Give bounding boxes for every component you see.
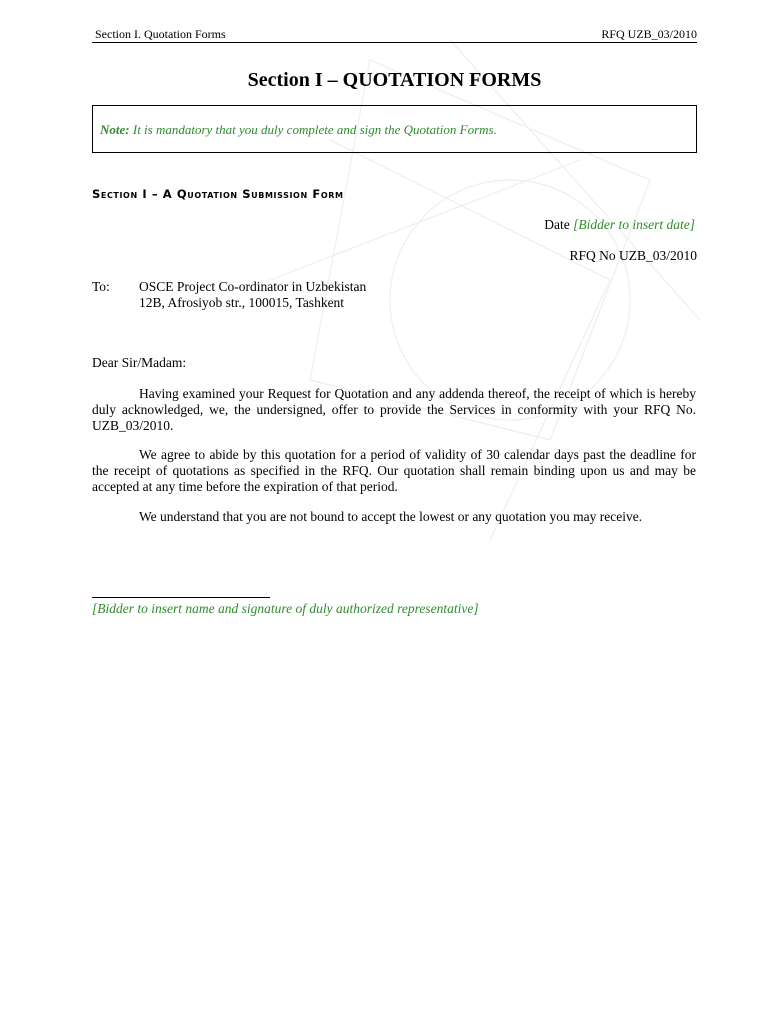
signature-line	[92, 597, 270, 598]
body-paragraph-2: We agree to abide by this quotation for a period of validity of 30 calendar days past the deadline for the receipt of quotations as specified in the RFQ. Our quotation shall remain binding upon us and may be accepted at any time before the expiration of that period.	[92, 447, 696, 494]
recipient-address	[139, 279, 366, 311]
note-label: Note:	[100, 122, 130, 137]
address-line-2: 12B, Afrosiyob str., 100015, Tashkent	[139, 295, 345, 310]
date-placeholder: [Bidder to insert date]	[573, 217, 695, 232]
header-rfq-label: RFQ UZB_03/2010	[601, 27, 697, 41]
note-box	[92, 105, 697, 153]
salutation: Dear Sir/Madam:	[92, 355, 187, 370]
note-body: It is mandatory that you duly complete and sign the Quotation Forms.	[129, 122, 497, 137]
date-line	[544, 217, 695, 233]
body-paragraph-1: Having examined your Request for Quotation and any addenda thereof, the receipt of which is hereby duly acknowledged, we, the undersigned, offer to provide the Services in conformity with your RFQ No. UZB_03/2010.	[92, 386, 696, 433]
note-text	[100, 122, 497, 138]
to-label: To:	[92, 279, 110, 294]
header-section-label: Section I. Quotation Forms	[95, 27, 226, 41]
body-paragraph-3: We understand that you are not bound to accept the lowest or any quotation you may receive.	[139, 509, 643, 524]
signature-placeholder: [Bidder to insert name and signature of duly authorized representative]	[92, 601, 479, 616]
section-heading: Section I – A Quotation Submission Form	[92, 187, 344, 201]
date-label: Date	[544, 217, 574, 232]
address-line-1: OSCE Project Co-ordinator in Uzbekistan	[139, 279, 367, 294]
running-header	[92, 26, 697, 43]
rfq-number: RFQ No UZB_03/2010	[569, 248, 697, 263]
page-title: Section I – QUOTATION FORMS	[247, 69, 542, 91]
